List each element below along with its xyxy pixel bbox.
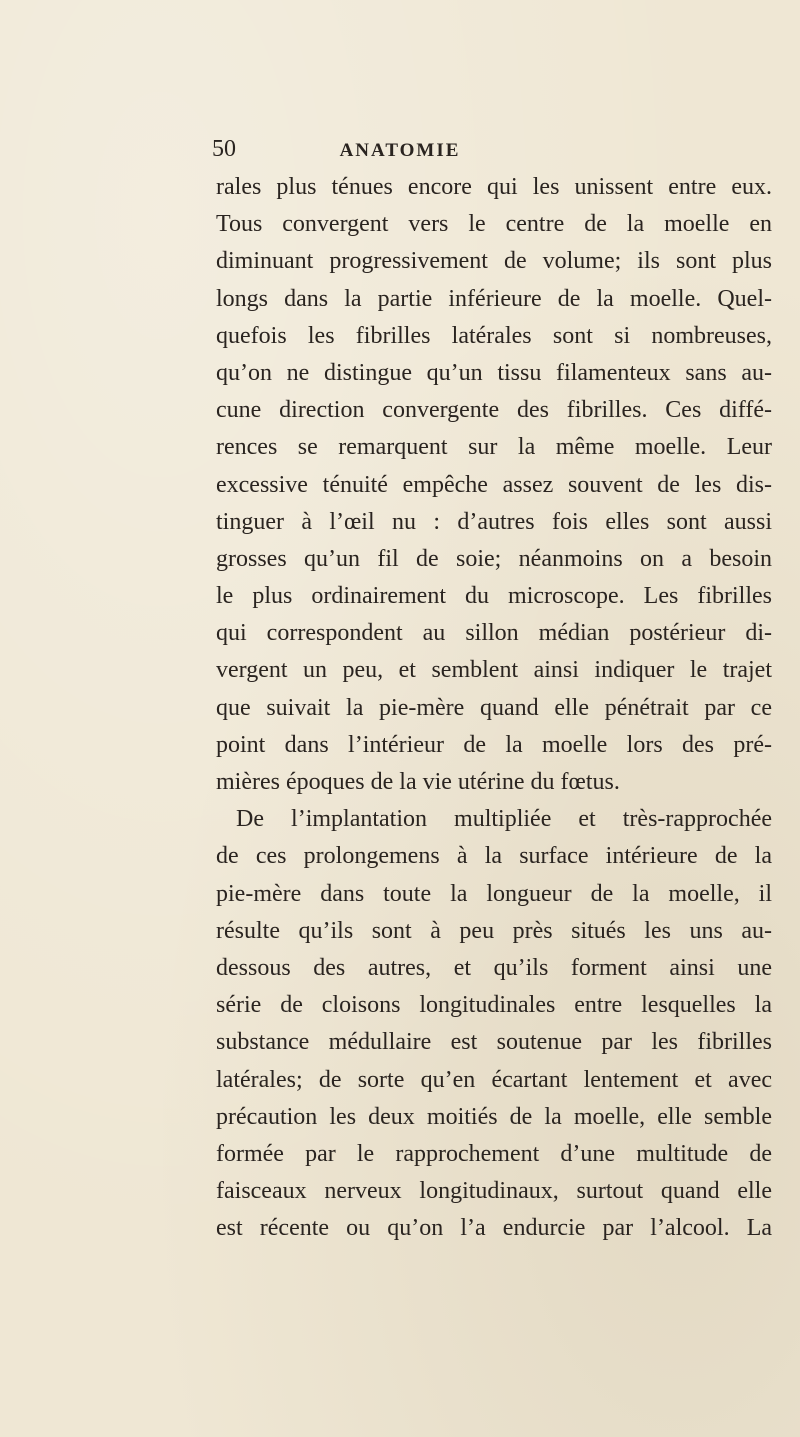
- page-number: 50: [212, 136, 236, 162]
- text-line: point dans l’intérieur de la moelle lors des pré-: [216, 731, 772, 758]
- text-line: est récente ou qu’on l’a endurcie par l’alcool. La: [216, 1215, 772, 1242]
- text-line: le plus ordinairement du microscope. Les fibrilles: [216, 583, 772, 610]
- text-line: précaution les deux moitiés de la moelle, elle semble: [216, 1103, 772, 1130]
- text-line: rales plus ténues encore qui les unissent entre eux.: [216, 174, 772, 200]
- paragraph-start-line: De l’implantation multipliée et très-rapprochée: [236, 806, 772, 833]
- text-line: dessous des autres, et qu’ils forment ainsi une: [216, 954, 772, 981]
- text-line: latérales; de sorte qu’en écartant lentement et avec: [216, 1066, 772, 1093]
- text-line: faisceaux nerveux longitudinaux, surtout quand elle: [216, 1178, 772, 1205]
- text-line: résulte qu’ils sont à peu près situés les uns au-: [216, 917, 772, 944]
- text-line: tinguer à l’œil nu : d’autres fois elles sont aussi: [216, 508, 772, 535]
- running-title: ANATOMIE: [339, 140, 461, 161]
- running-head: [212, 136, 578, 168]
- text-line: formée par le rapprochement d’une multitude de: [216, 1140, 772, 1167]
- text-line: Tous convergent vers le centre de la moelle en: [216, 211, 772, 238]
- text-line: excessive ténuité empêche assez souvent de les dis-: [216, 471, 772, 498]
- text-line: qui correspondent au sillon médian postérieur di-: [216, 620, 772, 647]
- text-line: rences se remarquent sur la même moelle. Leur: [216, 434, 772, 461]
- text-line: pie-mère dans toute la longueur de la moelle, il: [216, 880, 772, 907]
- body-text: [216, 169, 772, 1247]
- text-line: qu’on ne distingue qu’un tissu filamenteux sans au-: [216, 359, 772, 386]
- text-line: vergent un peu, et semblent ainsi indiquer le trajet: [216, 657, 772, 684]
- paragraph-end-line: mières époques de la vie utérine du fœtus.: [216, 769, 620, 795]
- text-line: substance médullaire est soutenue par les fibrilles: [216, 1029, 772, 1056]
- text-line: que suivait la pie-mère quand elle pénétrait par ce: [216, 694, 772, 721]
- text-line: quefois les fibrilles latérales sont si nombreuses,: [216, 322, 772, 349]
- text-line: cune direction convergente des fibrilles. Ces diffé-: [216, 397, 772, 424]
- text-line: de ces prolongemens à la surface intérieure de la: [216, 843, 772, 870]
- text-line: longs dans la partie inférieure de la moelle. Quel-: [216, 285, 772, 312]
- text-line: diminuant progressivement de volume; ils sont plus: [216, 248, 772, 275]
- text-line: série de cloisons longitudinales entre lesquelles la: [216, 992, 772, 1019]
- text-line: grosses qu’un fil de soie; néanmoins on a besoin: [216, 545, 772, 572]
